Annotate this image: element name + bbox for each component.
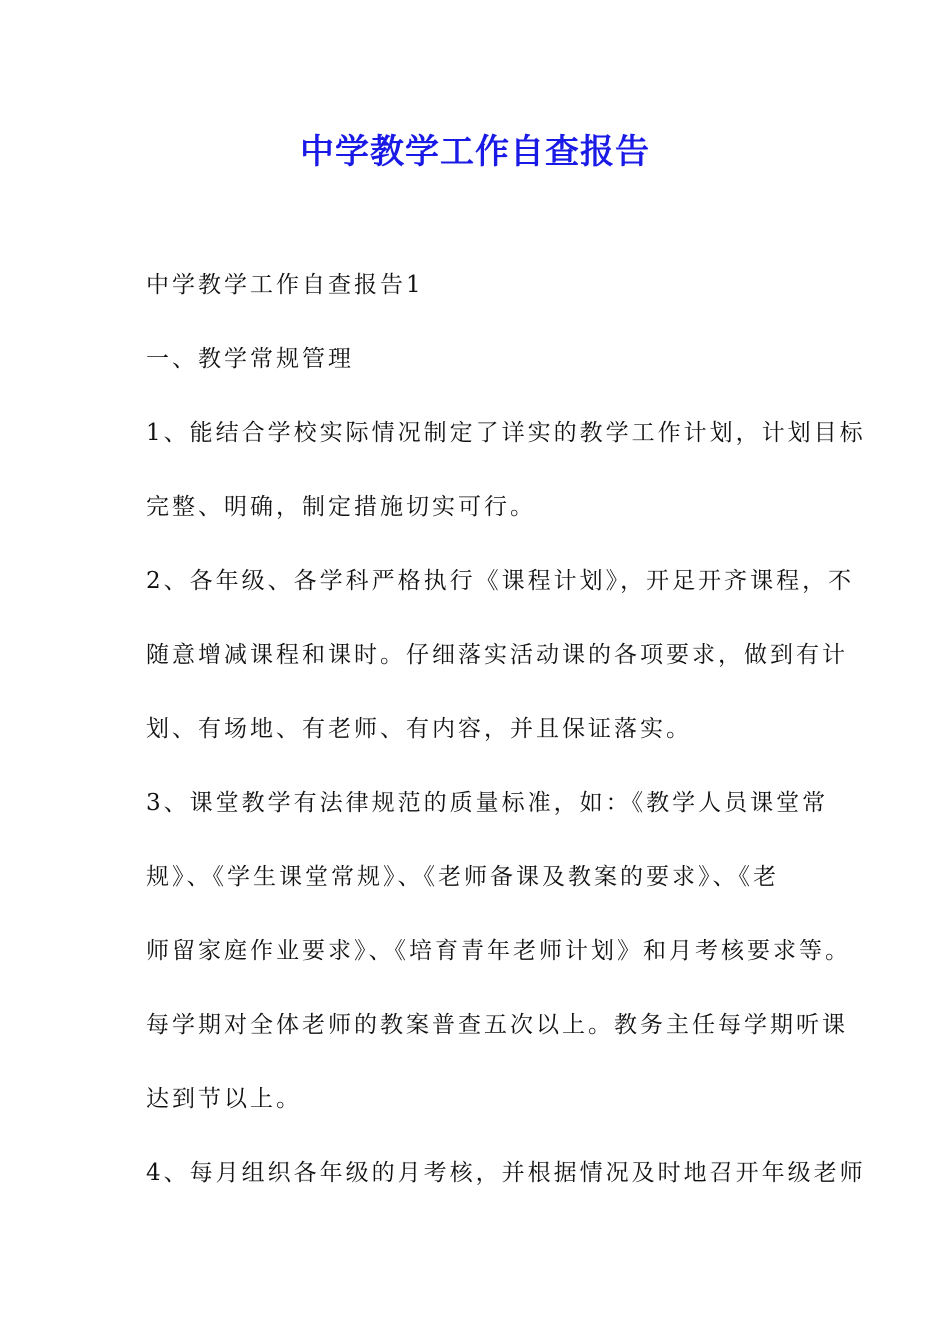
subsection-heading: 一、教学常规管理	[146, 346, 354, 372]
paragraph-line: 每学期对全体老师的教案普查五次以上。教务主任每学期听课	[146, 1012, 848, 1038]
section-heading: 中学教学工作自查报告1	[146, 272, 424, 298]
document-title: 中学教学工作自查报告	[300, 132, 650, 172]
paragraph-line: 1、能结合学校实际情况制定了详实的教学工作计划，计划目标	[146, 420, 866, 446]
paragraph-line: 达到节以上。	[146, 1086, 302, 1112]
paragraph-line: 4、每月组织各年级的月考核，并根据情况及时地召开年级老师	[146, 1160, 866, 1186]
paragraph-line: 划、有场地、有老师、有内容，并且保证落实。	[146, 716, 692, 742]
paragraph-line: 随意增减课程和课时。仔细落实活动课的各项要求，做到有计	[146, 642, 848, 668]
paragraph-line: 规》、《学生课堂常规》、《老师备课及教案的要求》、《老	[146, 864, 779, 890]
paragraph-line: 3、课堂教学有法律规范的质量标准，如：《教学人员课堂常	[146, 790, 829, 816]
paragraph-line: 2、各年级、各学科严格执行《课程计划》，开足开齐课程，不	[146, 568, 855, 594]
document-body	[146, 262, 866, 1224]
paragraph-line: 完整、明确，制定措施切实可行。	[146, 494, 536, 520]
paragraph-line: 师留家庭作业要求》、《培育青年老师计划》和月考核要求等。	[146, 938, 851, 964]
